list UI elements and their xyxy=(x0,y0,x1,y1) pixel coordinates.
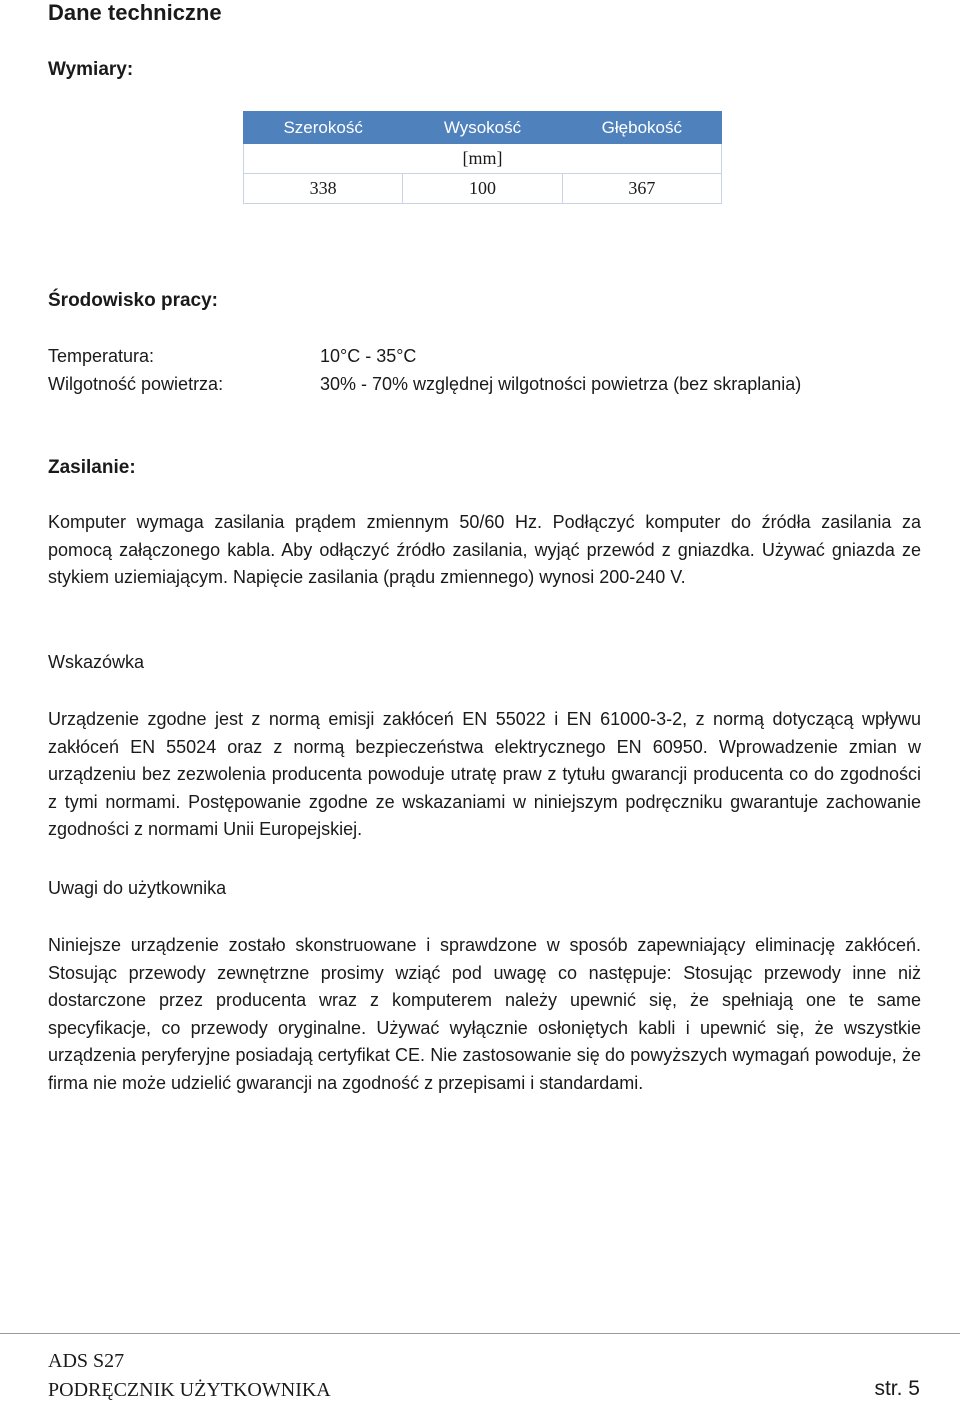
page-number: str. 5 xyxy=(874,1377,920,1400)
header-depth: Głębokość xyxy=(562,112,721,144)
page-title: Dane techniczne xyxy=(48,0,222,25)
header-height: Wysokość xyxy=(403,112,562,144)
footer-model: ADS S27 xyxy=(48,1350,125,1372)
humidity-value: 30% - 70% względnej wilgotności powietrza (bez skraplania) xyxy=(320,374,802,394)
hint-paragraph: Urządzenie zgodne jest z normą emisji zakłóceń EN 55022 i EN 61000-3-2, z normą dotyczącą wpływu zakłóceń EN 55024 oraz z normą bezpieczeństwa elektrycznego EN 60950. Wprowadzenie zmian w urządzeniu bez zezwolenia producenta powoduje utratę praw z tytułu gwarancji producenta co do zgodności z tymi normami. Postępowanie zgodne ze wskazaniami w niniejszym podręczniku gwarantuje zachowanie zgodności z normami Unii Europejskiej. xyxy=(48,709,921,839)
dimensions-value-row xyxy=(244,174,722,204)
header-width: Szerokość xyxy=(244,112,403,144)
hint-heading: Wskazówka xyxy=(48,652,145,672)
unit-cell: [mm] xyxy=(244,144,722,174)
temperature-value: 10°C - 35°C xyxy=(320,346,417,366)
value-height: 100 xyxy=(403,174,562,204)
temperature-label: Temperatura: xyxy=(48,346,155,366)
footer-manual-title: PODRĘCZNIK UŻYTKOWNIKA xyxy=(48,1379,331,1401)
value-depth: 367 xyxy=(562,174,721,204)
humidity-label: Wilgotność powietrza: xyxy=(48,374,224,394)
user-notes-heading: Uwagi do użytkownika xyxy=(48,878,227,898)
dimensions-header-row xyxy=(244,112,722,144)
environment-heading: Środowisko pracy: xyxy=(48,290,218,311)
dimensions-heading: Wymiary: xyxy=(48,59,134,80)
user-notes-paragraph: Niniejsze urządzenie zostało skonstruowane i sprawdzone w sposób zapewniający eliminację zakłóceń. Stosując przewody zewnętrzne prosimy wziąć pod uwagę co następuje: Stosując przewody inne niż dostarczone przez producenta wraz z komputerem należy upewnić się, że spełniają one te same specyfikacje, co przewody oryginalne. Używać wyłącznie osłoniętych kabli i upewnić się, że wszystkie urządzenia peryferyjne posiadają certyfikat CE. Nie zastosowanie się do powyższych wymagań powoduje, że firma nie może udzielić gwarancji na zgodność z przepisami i standardami. xyxy=(48,935,921,1093)
value-width: 338 xyxy=(244,174,403,204)
dimensions-unit-row xyxy=(244,144,722,174)
dimensions-table xyxy=(243,111,722,204)
power-paragraph: Komputer wymaga zasilania prądem zmiennym 50/60 Hz. Podłączyć komputer do źródła zasilania za pomocą załączonego kabla. Aby odłączyć źródło zasilania, wyjąć przewód z gniazdka. Używać gniazda ze stykiem uziemiającym. Napięcie zasilania (prądu zmiennego) wynosi 200-240 V. xyxy=(48,512,921,587)
footer-rule xyxy=(0,1333,960,1334)
power-heading: Zasilanie: xyxy=(48,457,136,478)
